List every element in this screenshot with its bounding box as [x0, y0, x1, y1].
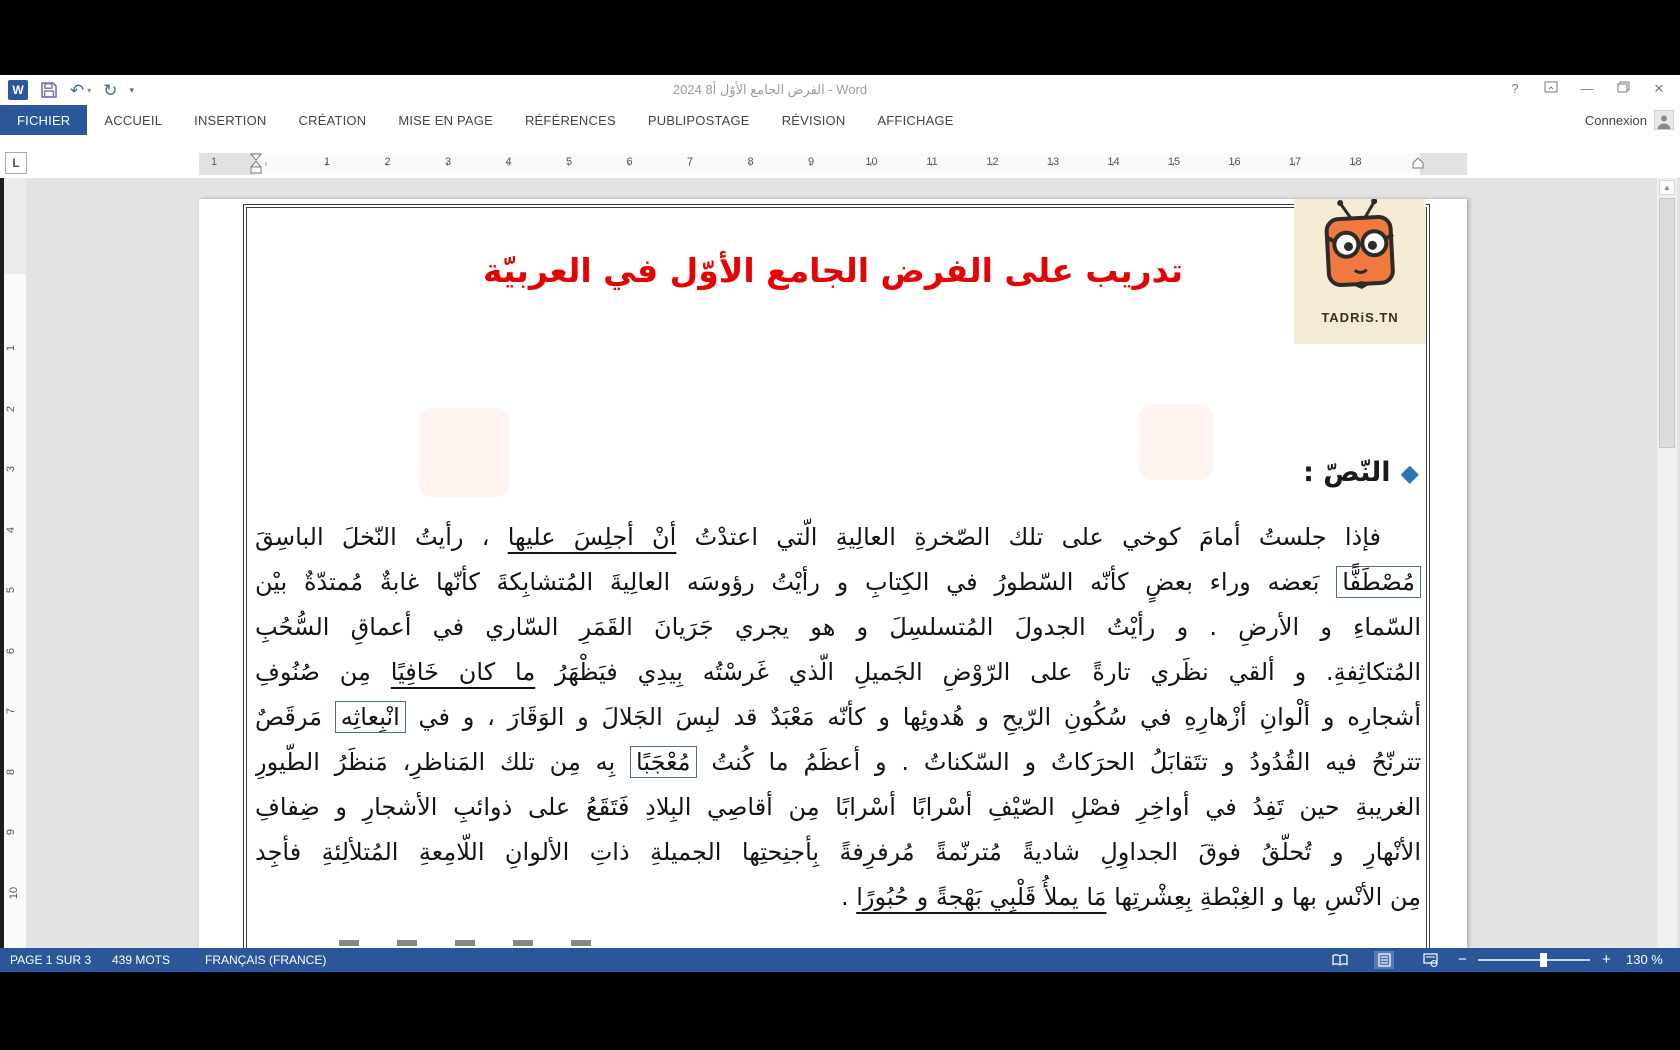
v-ruler-number: 4: [5, 526, 18, 533]
zoom-in-button[interactable]: +: [1602, 951, 1611, 968]
connexion-label: Connexion: [1584, 112, 1647, 128]
tadris-robot-icon: [1306, 199, 1414, 314]
boxed-word: مُعْجَبًا: [630, 746, 696, 778]
tab-revision[interactable]: RÉVISION: [781, 112, 846, 128]
ruler-margin-number: 1: [211, 156, 218, 168]
body-line: [255, 560, 1421, 605]
vertical-ruler[interactable]: [4, 178, 26, 948]
tab-accueil[interactable]: ACCUEIL: [104, 112, 163, 128]
h-ruler-number: 13: [1046, 156, 1060, 168]
h-ruler-number: 14: [1107, 156, 1120, 168]
underlined-phrase: أنْ أجلِسَ عليها: [507, 523, 677, 551]
tadris-logo: [1294, 199, 1426, 344]
read-mode-icon[interactable]: [1330, 951, 1350, 969]
text-segment: الغريبةِ حين تَفِدُ في أواخِرِ فصْلِ الصّيْفِ أسْرابًا أسْرابًا مِن أقاصِي البِلادِ فَتَقَعُ على ذوائبِ الأشجارِ و ضِفافِ: [255, 793, 1421, 821]
text-segment: أشجارِه و ألْوانِ أزْهارِهِ في سُكُونِ الرّيحِ و هُدوئِها و كأنّه مَعْبَدٌ قد لبِسَ الجَلالَ و الوَقَارَ ، و في: [405, 703, 1421, 731]
language-indicator[interactable]: FRANÇAIS (FRANCE): [205, 953, 327, 967]
redo-icon[interactable]: ↻: [103, 80, 118, 100]
boxed-word: انْبِعاثِه: [335, 701, 406, 733]
page[interactable]: [199, 199, 1467, 948]
underlined-phrase: ما كان خَافِيًا: [390, 658, 536, 686]
h-ruler-number: 17: [1288, 156, 1302, 168]
v-ruler-number: 6: [5, 647, 18, 654]
text-segment: بَعضه وراء بعضٍ كأنّه السّطورُ في الكِتابِ و رأيْتُ رؤوسَه العالِيةَ المُتشابِكةَ كأنّها غابةٌ مُمتدّةٌ بيْن: [255, 568, 1337, 596]
h-ruler-number: 6: [626, 156, 633, 168]
clipped-next-line: [339, 940, 619, 946]
horizontal-ruler[interactable]: [199, 153, 1467, 175]
text-segment: تترنّحُ فيه القُدُودُ و تتَقابَلُ الحرَكاتُ و السّكناتُ . و أعظَمُ ما كُنتُ: [696, 748, 1421, 776]
h-ruler-number: 16: [1228, 156, 1241, 168]
scrollbar-thumb[interactable]: [1659, 198, 1675, 448]
document-area: [0, 178, 1680, 948]
undo-dropdown-icon[interactable]: ▾: [87, 85, 92, 95]
undo-icon[interactable]: ↶: [70, 80, 85, 100]
text-segment: .: [840, 883, 857, 911]
window-title: الفرض الجامع الأوّل أ8 2024 - Word: [672, 82, 868, 97]
v-ruler-number: 7: [5, 707, 18, 715]
document-title: تدريب على الفرض الجامع الأوّل في العربيّة: [482, 251, 1184, 290]
tab-publipostage[interactable]: PUBLIPOSTAGE: [647, 112, 750, 128]
text-segment: بِه مِن تلك المَناظرِ، مَنظَرُ الطّيورِ: [255, 748, 631, 776]
status-bar: [0, 948, 1680, 972]
h-ruler-number: 4: [505, 156, 512, 168]
help-icon[interactable]: ?: [1511, 81, 1519, 96]
tab-affichage[interactable]: AFFICHAGE: [877, 112, 954, 128]
body-line: [255, 695, 1421, 740]
h-ruler-number: 10: [865, 156, 878, 168]
boxed-word: مُصْطَفًّا: [1336, 566, 1421, 598]
h-ruler-number: 12: [986, 156, 999, 168]
body-line: [255, 785, 1421, 830]
close-icon[interactable]: ✕: [1653, 81, 1665, 96]
title-bar: [0, 75, 1680, 105]
ribbon-tabs: [0, 105, 1680, 135]
tab-references[interactable]: RÉFÉRENCES: [524, 112, 616, 128]
text-segment: المُتكاثِفةِ. و ألقي نظَري تارةً على الرّوْضِ الجَميلِ الّذي غَرسْتُه بِيدِي فيَظْهَرُ: [535, 658, 1421, 686]
h-ruler-number: 15: [1167, 156, 1181, 168]
v-ruler-number: 2: [5, 405, 18, 412]
h-ruler-number: 5: [565, 156, 573, 168]
ruler-band: [0, 135, 1680, 178]
page-indicator[interactable]: PAGE 1 SUR 3: [10, 953, 92, 967]
scroll-up-icon[interactable]: ▲: [1659, 180, 1675, 195]
minimize-icon[interactable]: —: [1580, 81, 1594, 96]
body-line: [255, 515, 1421, 560]
v-ruler-number: 1: [5, 344, 18, 352]
tadris-logo-text: TADRiS.TN: [1321, 310, 1399, 325]
h-ruler-number: 8: [747, 156, 754, 168]
v-ruler-number: 3: [5, 465, 18, 473]
h-ruler-number: 1: [323, 156, 331, 168]
body-line: [255, 650, 1421, 695]
h-ruler-number: 9: [807, 156, 815, 168]
text-segment: ، رأيتُ النّخلَ الباسِقَ: [255, 523, 508, 551]
text-segment: السّماءِ و الأرضِ . و رأيْتُ الجدولَ المُتسلسِلَ و هو يجري جَرَيانَ القَمَرِ السّاري في أعماقِ السُّحُبِ: [255, 613, 1421, 641]
word-count[interactable]: 439 MOTS: [112, 953, 171, 967]
user-avatar-icon[interactable]: [1654, 110, 1674, 130]
text-segment: فإذا جلستُ أمامَ كوخي على تلك الصّخرةِ العالِيةِ الّتي اعتدْتُ: [676, 523, 1381, 551]
v-ruler-number: 9: [5, 828, 18, 836]
print-layout-icon[interactable]: [1374, 951, 1394, 969]
h-ruler-number: 7: [686, 156, 694, 168]
v-ruler-number: 8: [5, 768, 18, 775]
word-logo-icon[interactable]: W: [8, 80, 28, 100]
web-layout-icon[interactable]: [1420, 951, 1440, 969]
tab-stop-selector[interactable]: L: [5, 152, 27, 174]
h-ruler-number: 3: [444, 156, 452, 168]
tab-insertion[interactable]: INSERTION: [194, 112, 267, 128]
v-ruler-number: 5: [5, 586, 18, 594]
watermark-logo: [419, 387, 534, 515]
qat-customize-icon[interactable]: ▾: [129, 84, 135, 95]
tab-fichier[interactable]: FICHIER: [0, 105, 87, 135]
zoom-slider-thumb[interactable]: [1540, 953, 1547, 967]
text-segment: مَرقَصٌ: [255, 703, 335, 731]
watermark-logo: [1139, 387, 1234, 495]
h-ruler-number: 2: [384, 156, 391, 168]
vertical-scrollbar[interactable]: [1657, 178, 1677, 948]
zoom-slider[interactable]: [1478, 959, 1590, 961]
body-text[interactable]: [255, 515, 1421, 920]
restore-icon[interactable]: [1610, 78, 1636, 100]
body-line: [255, 875, 1421, 920]
word-window: [0, 75, 1680, 972]
section-heading-text: النّصّ :: [1303, 457, 1391, 488]
text-segment: مِن الأنْسِ بها و الغِبْطةِ بِعِشْرتِها: [1106, 883, 1421, 911]
body-line: [255, 605, 1421, 650]
connexion[interactable]: [1585, 105, 1674, 135]
section-heading: [1303, 457, 1419, 488]
diamond-bullet-icon: ◆: [1400, 459, 1419, 487]
underlined-phrase: مَا يملأُ قَلْبِي بَهْجةً و حُبُورًا: [856, 883, 1107, 911]
tab-creation[interactable]: CRÉATION: [298, 112, 367, 128]
body-line: [255, 740, 1421, 785]
zoom-level[interactable]: 130 %: [1626, 952, 1663, 967]
right-indent-marker-icon[interactable]: [1411, 157, 1425, 169]
body-line: [255, 830, 1421, 875]
text-segment: الأنْهارِ و تُحلّقُ فوقَ الجداوِلِ شاديةً مُترنّمةً مُرفرِفةً بِأجنِحتِها الجميلةِ ذاتِ الألوانِ اللّامِعةِ المُتلألِئةِ فأجِد: [255, 838, 1421, 866]
h-ruler-number: 18: [1349, 156, 1362, 168]
v-ruler-number: 10: [8, 886, 21, 899]
indent-marker-icon[interactable]: [249, 153, 263, 175]
zoom-out-button[interactable]: −: [1458, 951, 1467, 968]
text-segment: مِن صُنُوفِ: [255, 658, 391, 686]
ribbon-display-options-icon[interactable]: [1538, 78, 1564, 100]
h-ruler-number: 11: [926, 156, 938, 168]
tab-mise-en-page[interactable]: MISE EN PAGE: [398, 112, 493, 128]
